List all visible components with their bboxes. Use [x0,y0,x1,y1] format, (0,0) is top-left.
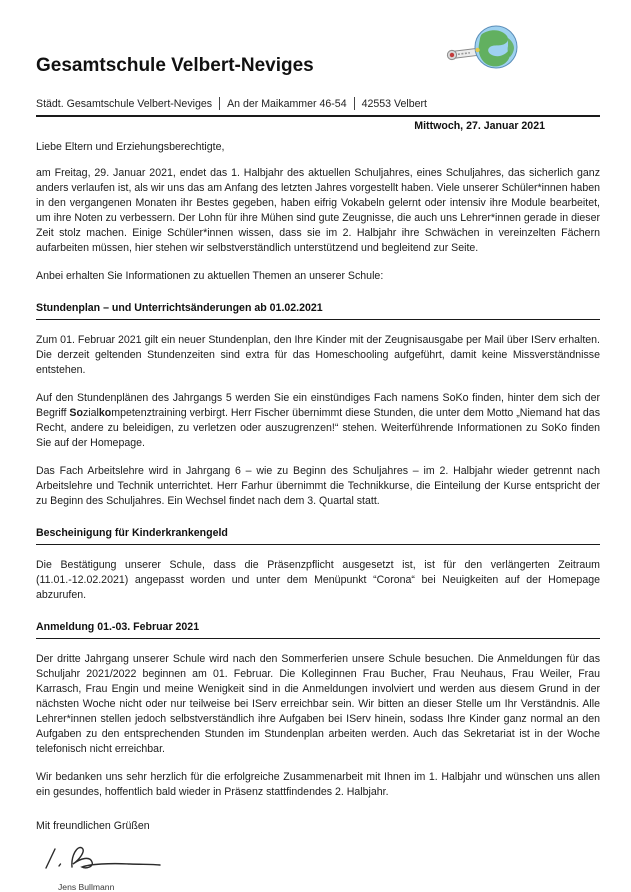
closing-paragraph: Wir bedanken uns sehr herzlich für die erfolgreiche Zusammenarbeit mit Ihnen im 1. Halbjahr und wünschen uns allen ein gesundes, hoffentlich bald wieder in Präsenz stattfindendes 2. Halbjahr. [36,771,600,798]
salutation: Liebe Eltern und Erziehungsberechtigte, [36,141,225,153]
address-separator [219,97,220,110]
address-line [36,97,600,117]
soko-bold-ko: ko [98,407,112,419]
stundenplan-paragraph-soko [36,391,600,451]
soko-text-rest: mpetenztraining verbirgt. Herr Fischer übernimmt diese Stunden, die unter dem Motto „Niemand hat das Recht, andere zu beleidigen, zu verletzen oder auszugrenzen!“ stehen. Weiterführende Informationen zu SoKo finden Sie auf der Homepage. [36,407,600,449]
soko-text-mid: zial [82,407,99,419]
address-city: 42553 Velbert [361,97,427,110]
address-school: Städt. Gesamtschule Velbert-Neviges [36,97,213,110]
intro-paragraph: am Freitag, 29. Januar 2021, endet das 1. Halbjahr des aktuellen Schuljahres, eines Schuljahres, das sicherlich ganz anders verlaufen ist, als wir uns das am Anfang des letzten Jahres vorgestellt haben. Viele unserer Schüler*innen haben in den vergangenen Monaten ihr Bestes gegeben, haben eifrig Vokabeln gelernt oder intensiv ihre Module bearbeitet, um ihre Noten zu verbessern. Der Lohn für ihre Mühen sind gute Zeugnisse, die auch uns Lehrer*innen gerade in dieser Zeit stolz machen. Einige Schüler*innen wissen, dass sie im 2. Halbjahr ihre Schwächen in vereinzelten Fächern aufarbeiten müssen, hier stehen wir selbstverständlich unterstützend und begleitend zur Seite. [36,167,600,254]
anmeldung-paragraph: Der dritte Jahrgang unserer Schule wird nach den Sommerferien unsere Schule besuchen. Die Anmeldungen für das Schuljahr 2021/2022 beginnen am 01. Februar. Die Kolleginnen Frau Bucher, Frau Neuhaus, Frau Weiler, Frau Karrasch, Frau Engin und meine Wenigkeit sind in die Anmeldungen involviert und werden aus diesem Grund in der nächsten Woche nicht oder nur teilweise bei IServ erreichbar sein. Wir bitten an dieser Stelle um Ihr Verständnis. Alle Lehrer*innen stellen jedoch selbstverständlich ihre Aufgaben bei IServ hinein, sodass Ihre Kinder ganz normal an den Aufgaben zu den entsprechenden Stunden im Stundenplan arbeiten werden. Auch das Sekretariat ist in der Woche telefonisch nicht erreichbar. [36,653,600,755]
section-heading-stundenplan: Stundenplan – und Unterrichtsänderungen ab 01.02.2021 [36,301,600,320]
page-title: Gesamtschule Velbert-Neviges [36,55,314,76]
handwritten-signature [38,840,178,880]
soko-bold-so: So [69,407,83,419]
kinderkrankengeld-paragraph: Die Bestätigung unserer Schule, dass die Präsenzpflicht ausgesetzt ist, ist für den verlängerten Zeitraum (11.01.-12.02.2021) angepasst worden und unter dem Menüpunkt “Corona“ bei Neuigkeiten auf der Homepage abzurufen. [36,559,600,601]
stundenplan-paragraph-arbeitslehre: Das Fach Arbeitslehre wird in Jahrgang 6 – wie zu Beginn des Schuljahres – im 2. Halbjahr wieder getrennt nach Arbeitslehre und Technik unterrichtet. Herr Farhur übernimmt die Technikkurse, die Einteilung der Kurse entspricht der zu Beginn des Schuljahres. Ein Wechsel findet nach dem 3. Quartal statt. [36,465,600,507]
section-heading-anmeldung: Anmeldung 01.-03. Februar 2021 [36,620,600,639]
signature-name: Jens Bullmann [58,882,115,892]
regards-line: Mit freundlichen Grüßen [36,820,150,832]
section-heading-kinderkrankengeld: Bescheinigung für Kinderkrankengeld [36,526,600,545]
stundenplan-paragraph-1: Zum 01. Februar 2021 gilt ein neuer Stundenplan, den Ihre Kinder mit der Zeugnisausgabe per Mail über IServ erhalten. Die derzeit geltenden Stundenzeiten sind extra für das Homeschooling aufgeführt, damit keine Missverständnisse entstehen. [36,334,600,376]
soko-text-pre: Auf den Stundenplänen des Jahrgangs 5 werden Sie ein einstündiges Fach namens SoKo finden, hinter dem sich der Begriff [36,392,600,419]
globe-with-pencil-icon [446,24,520,74]
info-line: Anbei erhalten Sie Informationen zu aktuellen Themen an unserer Schule: [36,270,384,282]
letter-date: Mittwoch, 27. Januar 2021 [414,120,545,132]
address-street: An der Maikammer 46-54 [227,97,347,110]
address-separator [354,97,355,110]
